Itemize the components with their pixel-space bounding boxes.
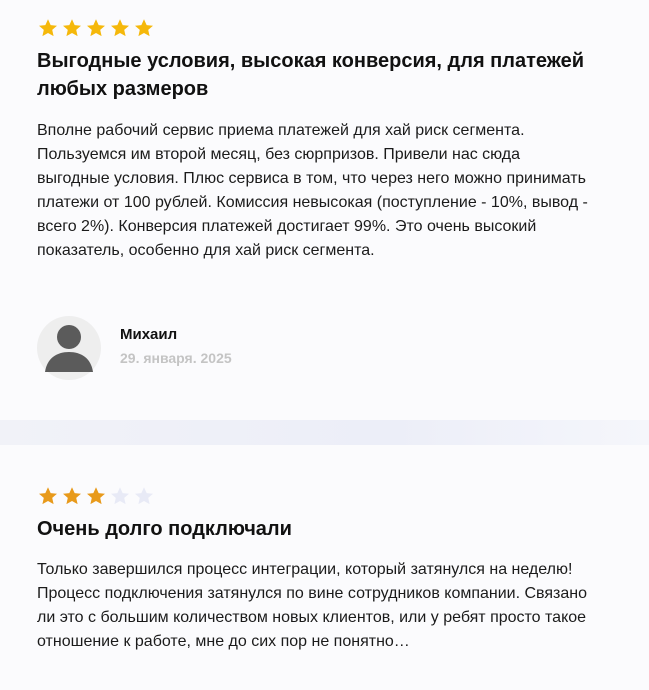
author-name: Михаил	[120, 326, 178, 343]
review-date: 29. января. 2025	[120, 350, 232, 366]
rating-stars	[37, 17, 155, 39]
star-empty-icon	[133, 485, 155, 507]
card-divider	[0, 420, 649, 445]
star-icon	[61, 485, 83, 507]
star-icon	[37, 17, 59, 39]
review-title: Выгодные условия, высокая конверсия, для платежей любых размеров	[37, 50, 585, 100]
review-text: Вполне рабочий сервис приема платежей для хай риск сегмента. Пользуемся им второй месяц, без сюрпризов. Привели нас сюда выгодные условия. Плюс сервиса в том, что через него можно принимать платежи от 100 рублей. Комиссия невысокая (поступление - 10%, вывод - всего 2%). Конверсия платежей достигает 99%. Это очень высокий показатель, особенно для хай риск сегмента.	[37, 122, 588, 259]
review-card	[0, 445, 649, 690]
star-icon	[85, 485, 107, 507]
star-icon	[61, 17, 83, 39]
rating-stars	[37, 485, 155, 507]
review-title: Очень долго подключали	[37, 518, 292, 540]
star-icon	[37, 485, 59, 507]
review-text: Только завершился процесс интеграции, который затянулся на неделю! Процесс подключения затянулся по вине сотрудников компании. Связано ли это с большим количеством новых клиентов, или у ребят просто такое отношение к работе, мне до сих пор не понятно…	[37, 561, 588, 650]
star-icon	[109, 17, 131, 39]
star-empty-icon	[109, 485, 131, 507]
star-icon	[133, 17, 155, 39]
user-avatar-icon	[37, 316, 101, 380]
star-icon	[85, 17, 107, 39]
